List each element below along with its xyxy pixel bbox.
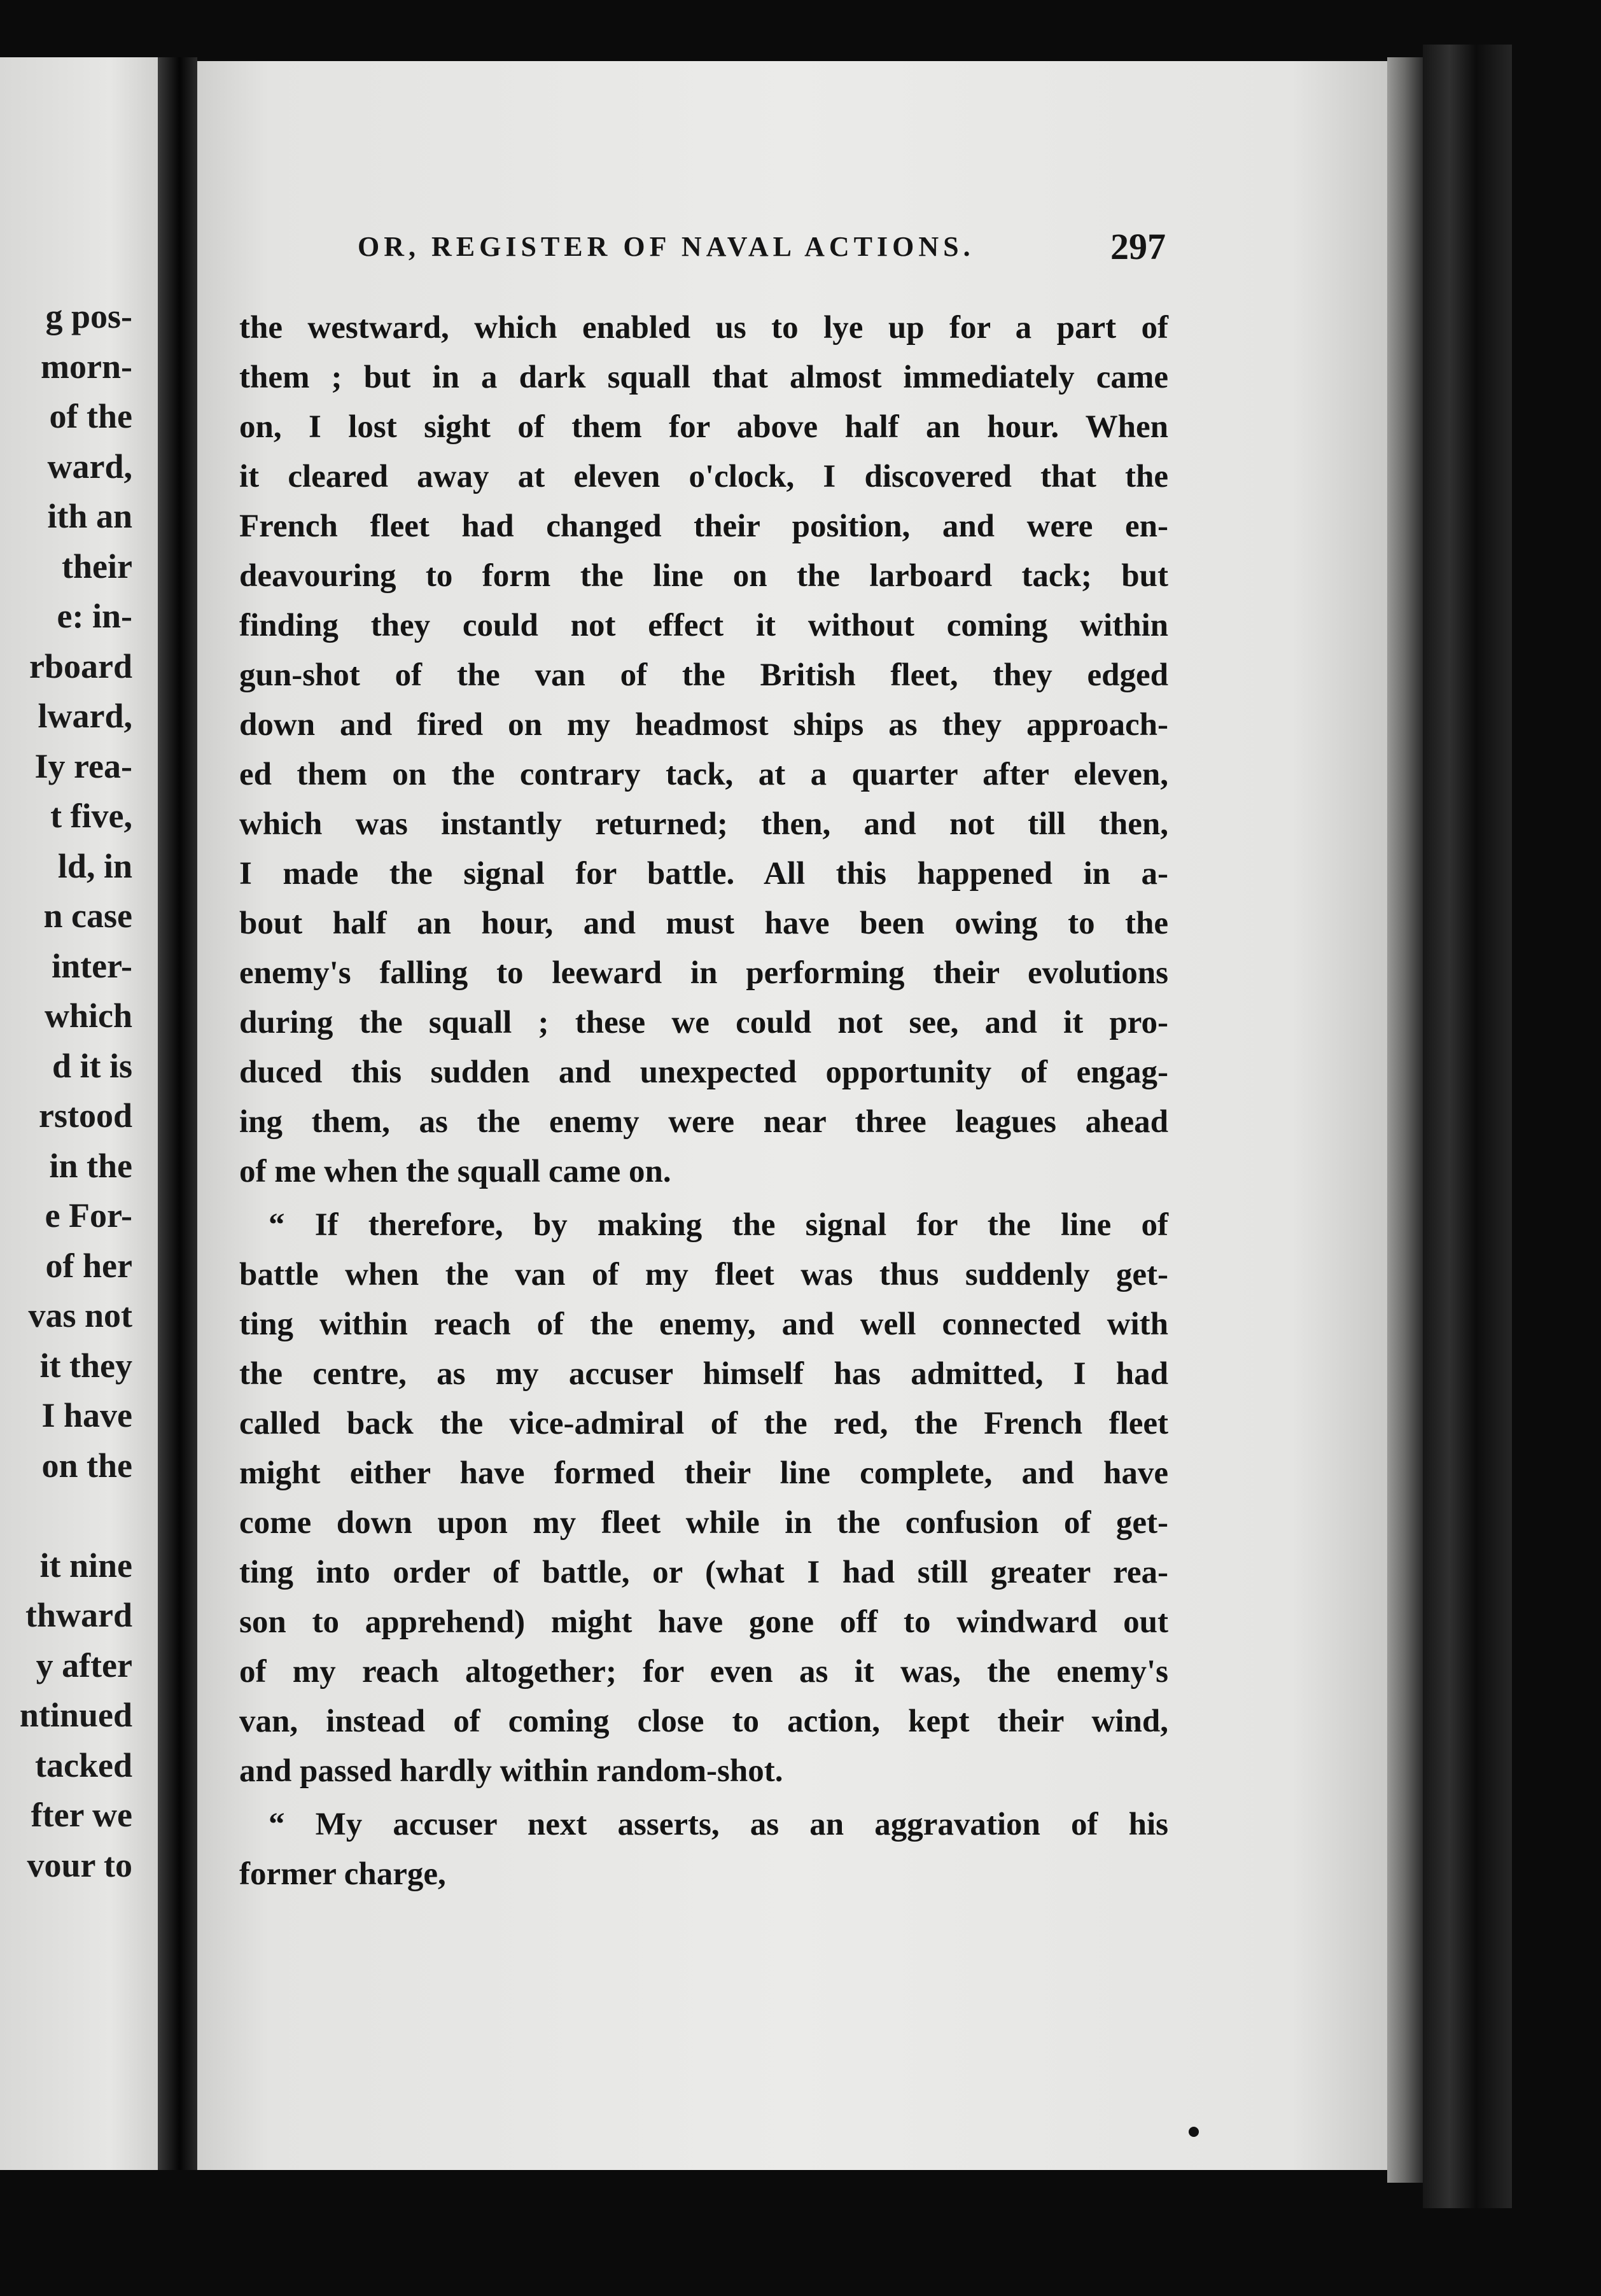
- text-line: and passed hardly within random-shot.: [239, 1753, 783, 1789]
- text-line: during the squall ; these we could not see, and it pro-: [239, 1005, 1168, 1040]
- left-page-fragment: on the: [41, 1446, 132, 1485]
- left-page-fragment: which: [44, 997, 132, 1035]
- text-line: ing them, as the enemy were near three leagues ahead: [239, 1104, 1168, 1140]
- text-line: duced this sudden and unexpected opportunity of engag-: [239, 1054, 1168, 1090]
- left-page-fragment: ntinued: [19, 1696, 132, 1734]
- left-page-fragment: fter we: [31, 1796, 132, 1834]
- text-line: son to apprehend) might have gone off to windward out: [239, 1604, 1168, 1640]
- left-page-fragment: rboard: [29, 647, 132, 685]
- left-facing-page: [0, 57, 158, 2170]
- text-line: enemy's falling to leeward in performing their evolutions: [239, 955, 1168, 991]
- text-line: on, I lost sight of them for above half an hour. When: [239, 409, 1168, 445]
- left-page-fragment: ward,: [47, 447, 132, 486]
- left-page-fragment: of her: [45, 1246, 132, 1285]
- text-line: the westward, which enabled us to lye up for a part of: [239, 310, 1168, 346]
- page-edge: [1387, 57, 1423, 2183]
- left-page-fragment: of the: [49, 397, 132, 435]
- left-page-fragment: I have: [41, 1396, 132, 1434]
- left-page-fragment: it they: [39, 1346, 132, 1385]
- paragraph: [239, 1200, 1168, 1796]
- text-line: down and fired on my headmost ships as they approach-: [239, 707, 1168, 743]
- left-page-fragment: in the: [49, 1146, 132, 1185]
- left-page-fragment: vas not: [28, 1296, 132, 1334]
- text-line: finding they could not effect it without coming within: [239, 608, 1168, 643]
- text-line: battle when the van of my fleet was thus suddenly get-: [239, 1257, 1168, 1292]
- text-line: van, instead of coming close to action, kept their wind,: [239, 1704, 1168, 1739]
- text-line: might either have formed their line complete, and have: [239, 1455, 1168, 1491]
- text-line: bout half an hour, and must have been owing to the: [239, 906, 1168, 941]
- book-gutter: [158, 57, 197, 2170]
- text-line: deavouring to form the line on the larboard tack; but: [239, 558, 1168, 594]
- paragraph: [239, 303, 1168, 1196]
- text-line: come down upon my fleet while in the confusion of get-: [239, 1505, 1168, 1541]
- text-line: it cleared away at eleven o'clock, I discovered that the: [239, 459, 1168, 494]
- page-number: 297: [1110, 226, 1166, 267]
- text-line: which was instantly returned; then, and not till then,: [239, 806, 1168, 842]
- text-line: ting within reach of the enemy, and well connected with: [239, 1306, 1168, 1342]
- left-page-fragment: Iy rea-: [34, 746, 132, 785]
- text-line: “ If therefore, by making the signal for the line of: [269, 1207, 1168, 1243]
- left-page-fragment: it nine: [39, 1546, 132, 1585]
- text-line: the centre, as my accuser himself has admitted, I had: [239, 1356, 1168, 1392]
- text-line: ed them on the contrary tack, at a quarter after eleven,: [239, 757, 1168, 792]
- text-line: of me when the squall came on.: [239, 1154, 671, 1189]
- left-page-fragment: their: [62, 547, 132, 585]
- left-page-fragment: ith an: [47, 497, 132, 535]
- left-page-fragment: y after: [36, 1646, 132, 1684]
- book-side: [1423, 45, 1512, 2208]
- text-line: them ; but in a dark squall that almost immediately came: [239, 360, 1168, 395]
- text-body: [239, 303, 1168, 1899]
- left-page-fragment: g pos-: [45, 297, 132, 335]
- left-page-fragment: n case: [43, 897, 132, 935]
- text-line: “ My accuser next asserts, as an aggravation of his: [269, 1807, 1168, 1842]
- left-page-fragment: t five,: [50, 797, 132, 835]
- left-page-fragment: tacked: [35, 1746, 132, 1784]
- left-page-fragment: e For-: [45, 1196, 132, 1235]
- left-page-fragment: thward: [25, 1596, 132, 1634]
- text-line: I made the signal for battle. All this happened in a-: [239, 856, 1168, 892]
- text-line: French fleet had changed their position, and were en-: [239, 508, 1168, 544]
- running-head-title: OR, REGISTER OF NAVAL ACTIONS.: [358, 231, 975, 262]
- left-page-fragment: ld, in: [57, 846, 132, 885]
- text-line: called back the vice-admiral of the red, the French fleet: [239, 1406, 1168, 1441]
- text-line: of my reach altogether; for even as it was, the enemy's: [239, 1654, 1168, 1690]
- paragraph: [239, 1800, 1168, 1899]
- left-page-fragment: vour to: [27, 1845, 132, 1884]
- text-line: gun-shot of the van of the British fleet, they edged: [239, 657, 1168, 693]
- left-page-fragment: morn-: [41, 347, 132, 386]
- left-page-fragment: rstood: [39, 1096, 132, 1135]
- ink-speck: [1189, 2127, 1199, 2137]
- text-line: former charge,: [239, 1856, 446, 1892]
- left-page-fragment: lward,: [38, 697, 132, 735]
- text-line: ting into order of battle, or (what I had still greater rea-: [239, 1555, 1168, 1590]
- left-page-fragment: e: in-: [57, 597, 132, 635]
- left-page-fragment: inter-: [52, 946, 132, 985]
- left-page-fragment: d it is: [52, 1046, 132, 1085]
- running-head: [358, 226, 1166, 275]
